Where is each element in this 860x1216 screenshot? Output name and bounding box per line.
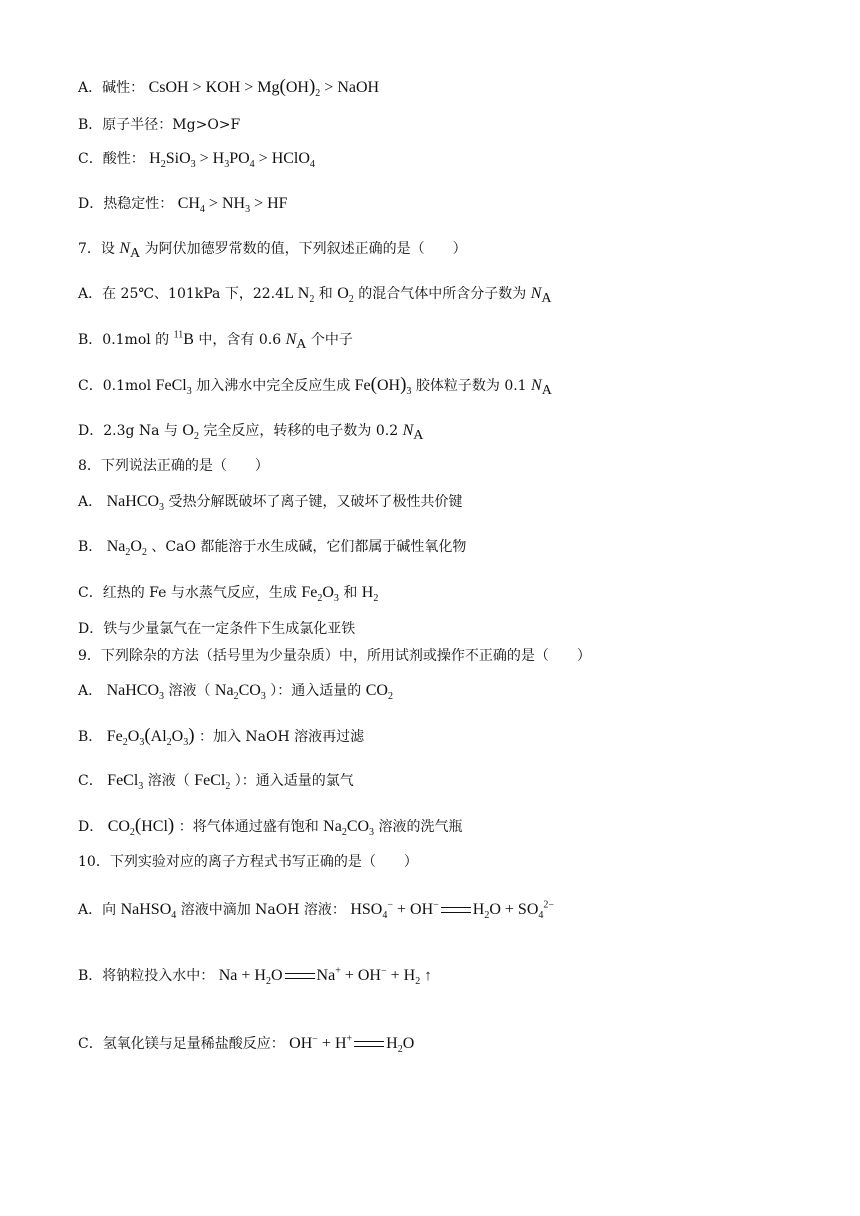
q8-option-c: C．红热的 Fe 与水蒸气反应，生成 $Fe_2O_3$ 和 $H_2$ xyxy=(78,584,379,605)
formula: CsOH > KOH > $Mg(OH)_2$ > NaOH xyxy=(148,76,380,100)
ionic-equation: OH− + H+ $H_2O$ xyxy=(289,1033,415,1056)
ionic-equation: $HSO_4^- + OH^-$ $H_2O + SO_4^{2-}$ xyxy=(350,899,555,922)
q10-option-b: B．将钠粒投入水中： $Na + H_2O$ $Na^+ + OH^- + H_2$ ↑ xyxy=(78,965,432,988)
q10-stem: 10．下列实验对应的离子方程式书写正确的是（ ） xyxy=(78,854,418,870)
q9-option-b: B． $Fe_2O_3(Al_2O_3)$ ：加入 NaOH 溶液再过滤 xyxy=(78,725,365,749)
equals-sign xyxy=(441,907,471,913)
formula: $H_2SiO_3 > H_3PO_4$ > HClO$_4$ xyxy=(149,150,315,171)
q8-option-d: D．铁与少量氯气在一定条件下生成氯化亚铁 xyxy=(78,621,356,637)
q6-option-a: A．碱性： CsOH > KOH > $Mg(OH)_2$ > NaOH xyxy=(78,76,380,100)
q8-option-a: A． NaHCO$_3$ 受热分解既破坏了离子键，又破坏了极性共价键 xyxy=(78,493,463,514)
q6-option-b: B．原子半径：Mg>O>F xyxy=(78,117,241,133)
equals-sign xyxy=(285,973,315,979)
q6-option-d: D．热稳定性： $CH_4 > NH_3$ > HF xyxy=(78,195,288,216)
q7-option-b: B．0.1mol 的 $^{11}$B 中，含有 0.6 $N_A$ 个中子 xyxy=(78,329,353,352)
q10-option-a: A．向 NaHSO$_4$ 溶液中滴加 NaOH 溶液： $HSO_4^- + OH^-$ $H_2O + SO_4^{2-}$ xyxy=(78,899,555,922)
formula: $CH_4 > NH_3$ > HF xyxy=(177,195,288,216)
ionic-equation: $Na + H_2O$ $Na^+ + OH^- + H_2$ ↑ xyxy=(218,965,432,988)
q9-stem: 9．下列除杂的方法（括号里为少量杂质）中，所用试剂或操作不正确的是（ ） xyxy=(78,648,591,664)
q6-option-c: C．酸性： $H_2SiO_3 > H_3PO_4$ > HClO$_4$ xyxy=(78,150,315,171)
up-arrow-icon: ↑ xyxy=(424,968,432,984)
q9-option-c: C． FeCl$_3$ 溶液（ FeCl$_2$ ）：通入适量的氯气 xyxy=(78,772,354,793)
q9-option-d: D． $CO_2(HCl)$ ：将气体通过盛有饱和 $Na_2CO_3$ 溶液的洗气瓶 xyxy=(78,815,463,839)
q7-option-c: C．0.1mol FeCl$_3$ 加入沸水中完全反应生成 $Fe(OH)_3$ 胶体粒子数为 0.1 $N_A$ xyxy=(78,374,552,398)
q7-option-a: A．在 25℃、101kPa 下，22.4L $N_2$ 和 $O_2$ 的混合气体中所含分子数为 $N_A$ xyxy=(78,285,552,306)
q7-stem: 7．设 $N_A$ 为阿伏加德罗常数的值，下列叙述正确的是（ ） xyxy=(78,240,467,261)
q8-option-b: B． $Na_2O_2$ 、CaO 都能溶于水生成碱，它们都属于碱性氧化物 xyxy=(78,538,467,559)
q10-option-c: C．氢氧化镁与足量稀盐酸反应： OH− + H+ $H_2O$ xyxy=(78,1033,415,1056)
q7-option-d: D．2.3g Na 与 $O_2$ 完全反应，转移的电子数为 0.2 $N_A$ xyxy=(78,422,424,443)
equals-sign xyxy=(354,1041,384,1047)
q8-stem: 8．下列说法正确的是（ ） xyxy=(78,458,269,474)
q9-option-a: A． NaHCO$_3$ 溶液（ $Na_2CO_3$ ）：通入适量的 $CO_2$ xyxy=(78,682,393,703)
